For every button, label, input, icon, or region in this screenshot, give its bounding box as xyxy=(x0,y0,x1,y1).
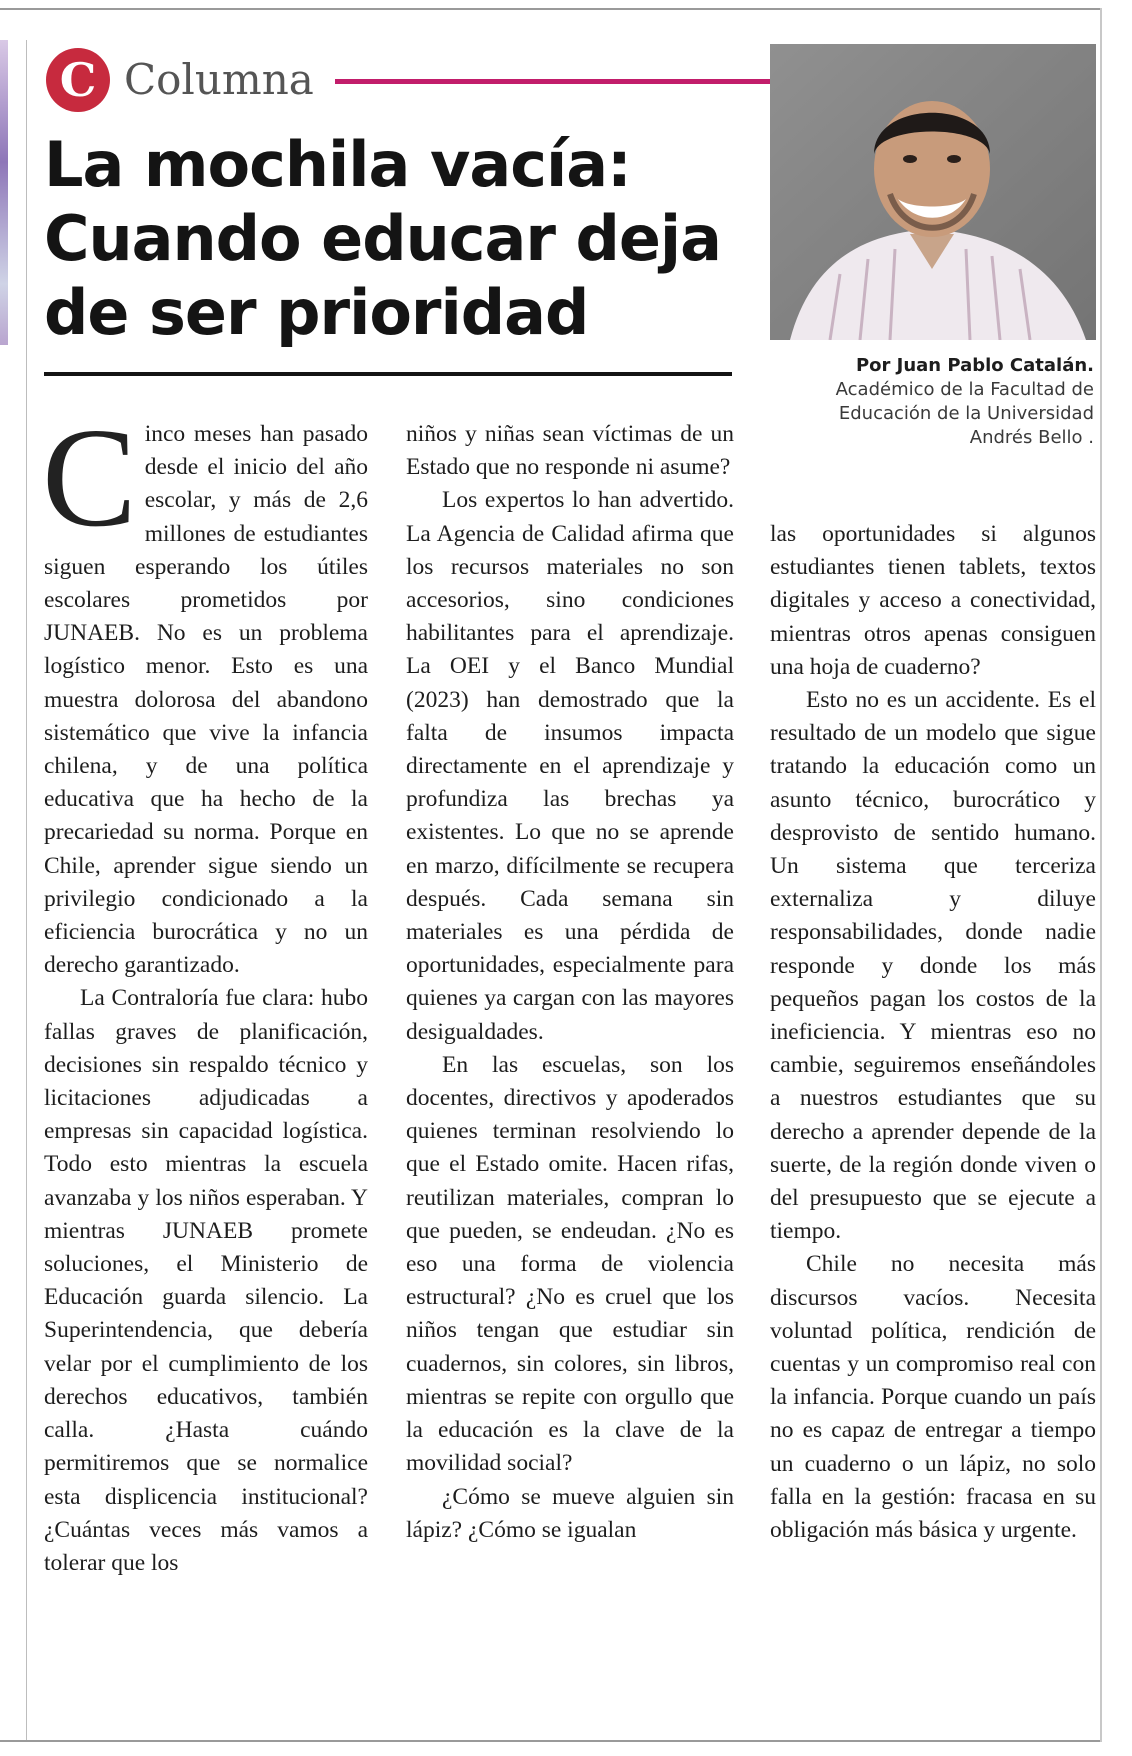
byline-role-line-2: Educación de la Universidad xyxy=(838,403,1094,424)
headline xyxy=(44,128,744,350)
author-photo xyxy=(770,44,1096,340)
paragraph-text: inco meses han pasado desde el inicio del año escolar, y más de 2,6 millones de estudiantes siguen esperando los útiles escolares prometidos por JUNAEB. No es un problema logístico menor. Esto es una muestra dolorosa del abandono sistemático que vive la infancia chilena, y de una política educativa que ha hecho de la precariedad su norma. Porque en Chile, aprender sigue siendo un privilegio condicionado a la eficiencia burocrática y no un derecho garantizado. xyxy=(44,421,368,979)
page-gutter-divider xyxy=(26,40,27,1740)
article-paragraph: niños y niñas sean víctimas de un Estado que no responde ni asume? xyxy=(406,421,734,481)
headline-line-2: Cuando educar deja xyxy=(44,202,722,275)
article-paragraph: las oportunidades si algunos estudiantes tienen tablets, textos digitales y acceso a conectividad, mientras otros apenas consiguen una hoja de cuaderno? xyxy=(770,521,1096,680)
right-rule xyxy=(1100,8,1102,1742)
byline-author: Por Juan Pablo Catalán. xyxy=(855,355,1094,376)
headline-underline xyxy=(44,372,732,376)
headline-line-3: de ser prioridad xyxy=(44,276,589,349)
article-column-3 xyxy=(770,518,1096,1547)
byline xyxy=(760,354,1094,450)
article-column-2 xyxy=(406,418,734,1547)
article-paragraph: ¿Cómo se mueve alguien sin lápiz? ¿Cómo se igualan xyxy=(406,1483,734,1543)
section-label: Columna xyxy=(124,55,314,104)
article-paragraph: Los expertos lo han advertido. La Agencia de Calidad afirma que los recursos materiales no son accesorios, sino condiciones habilitantes para el aprendizaje. La OEI y el Banco Mundial (2023) han demostrado que la falta de insumos impacta directamente en el aprendizaje y profundiza las brechas ya existentes. Lo que no se aprende en marzo, difícilmente se recupera después. Cada semana sin materiales es una pérdida de oportunidades, especialmente para quienes ya cargan con las mayores desigualdades. xyxy=(406,487,734,1045)
article-column-1 xyxy=(42,398,368,1580)
byline-role-line-1: Académico de la Facultad de xyxy=(835,379,1094,400)
article-paragraph: Esto no es un accidente. Es el resultado de un modelo que sigue tratando la educación como un asunto técnico, burocrático y desprovisto de sentido humano. Un sistema que terceriza externaliza y diluye responsabilidades, donde nadie responde y donde los más pequeños pagan los costos de la ineficiencia. Y mientras eso no cambie, seguiremos enseñándoles a nuestros estudiantes que su derecho a aprender depende de la suerte, de la región donde viven o del presupuesto que se ejecute a tiempo. xyxy=(770,687,1096,1245)
top-rule xyxy=(0,8,1100,10)
article-paragraph: La Contraloría fue clara: hubo fallas graves de planificación, decisiones sin respaldo técnico y licitaciones adjudicadas a empresas sin capacidad logística. Todo esto mientras la escuela avanzaba y los niños esperaban. Y mientras JUNAEB promete soluciones, el Ministerio de Educación guarda silencio. La Superintendencia, que debería velar por el cumplimiento de los derechos educativos, también calla. ¿Hasta cuándo permitiremos que se normalice esta displicencia institucional? ¿Cuántas veces más vamos a tolerar que los xyxy=(44,985,368,1576)
drop-cap: C xyxy=(42,398,137,556)
author-portrait-image xyxy=(770,44,1096,340)
byline-role-line-3: Andrés Bello . xyxy=(969,427,1094,448)
article-paragraph: En las escuelas, son los docentes, directivos y apoderados quienes terminan resolviendo lo que el Estado omite. Hacen rifas, reutilizan materiales, compran lo que pueden, se endeudan. ¿No es eso una forma de violencia estructural? ¿No es cruel que los niños tengan que estudiar sin cuadernos, sin colores, sin libros, mientras se repite con orgullo que la educación es la clave de la movilidad social? xyxy=(406,1051,734,1477)
headline-line-1: La mochila vacía: xyxy=(44,128,631,201)
section-badge: C xyxy=(46,48,110,112)
article-paragraph: Chile no necesita más discursos vacíos. Necesita voluntad política, rendición de cuentas y un compromiso real con la infancia. Porque cuando un país no es capaz de entregar a tiempo un cuaderno o un lápiz, no solo falla en la gestión: fracasa en su obligación más básica y urgente. xyxy=(770,1251,1096,1544)
section-accent-line xyxy=(335,79,775,84)
bottom-rule xyxy=(0,1740,1100,1742)
adjacent-article-image-fragment xyxy=(0,40,8,345)
article-paragraph xyxy=(42,398,368,982)
